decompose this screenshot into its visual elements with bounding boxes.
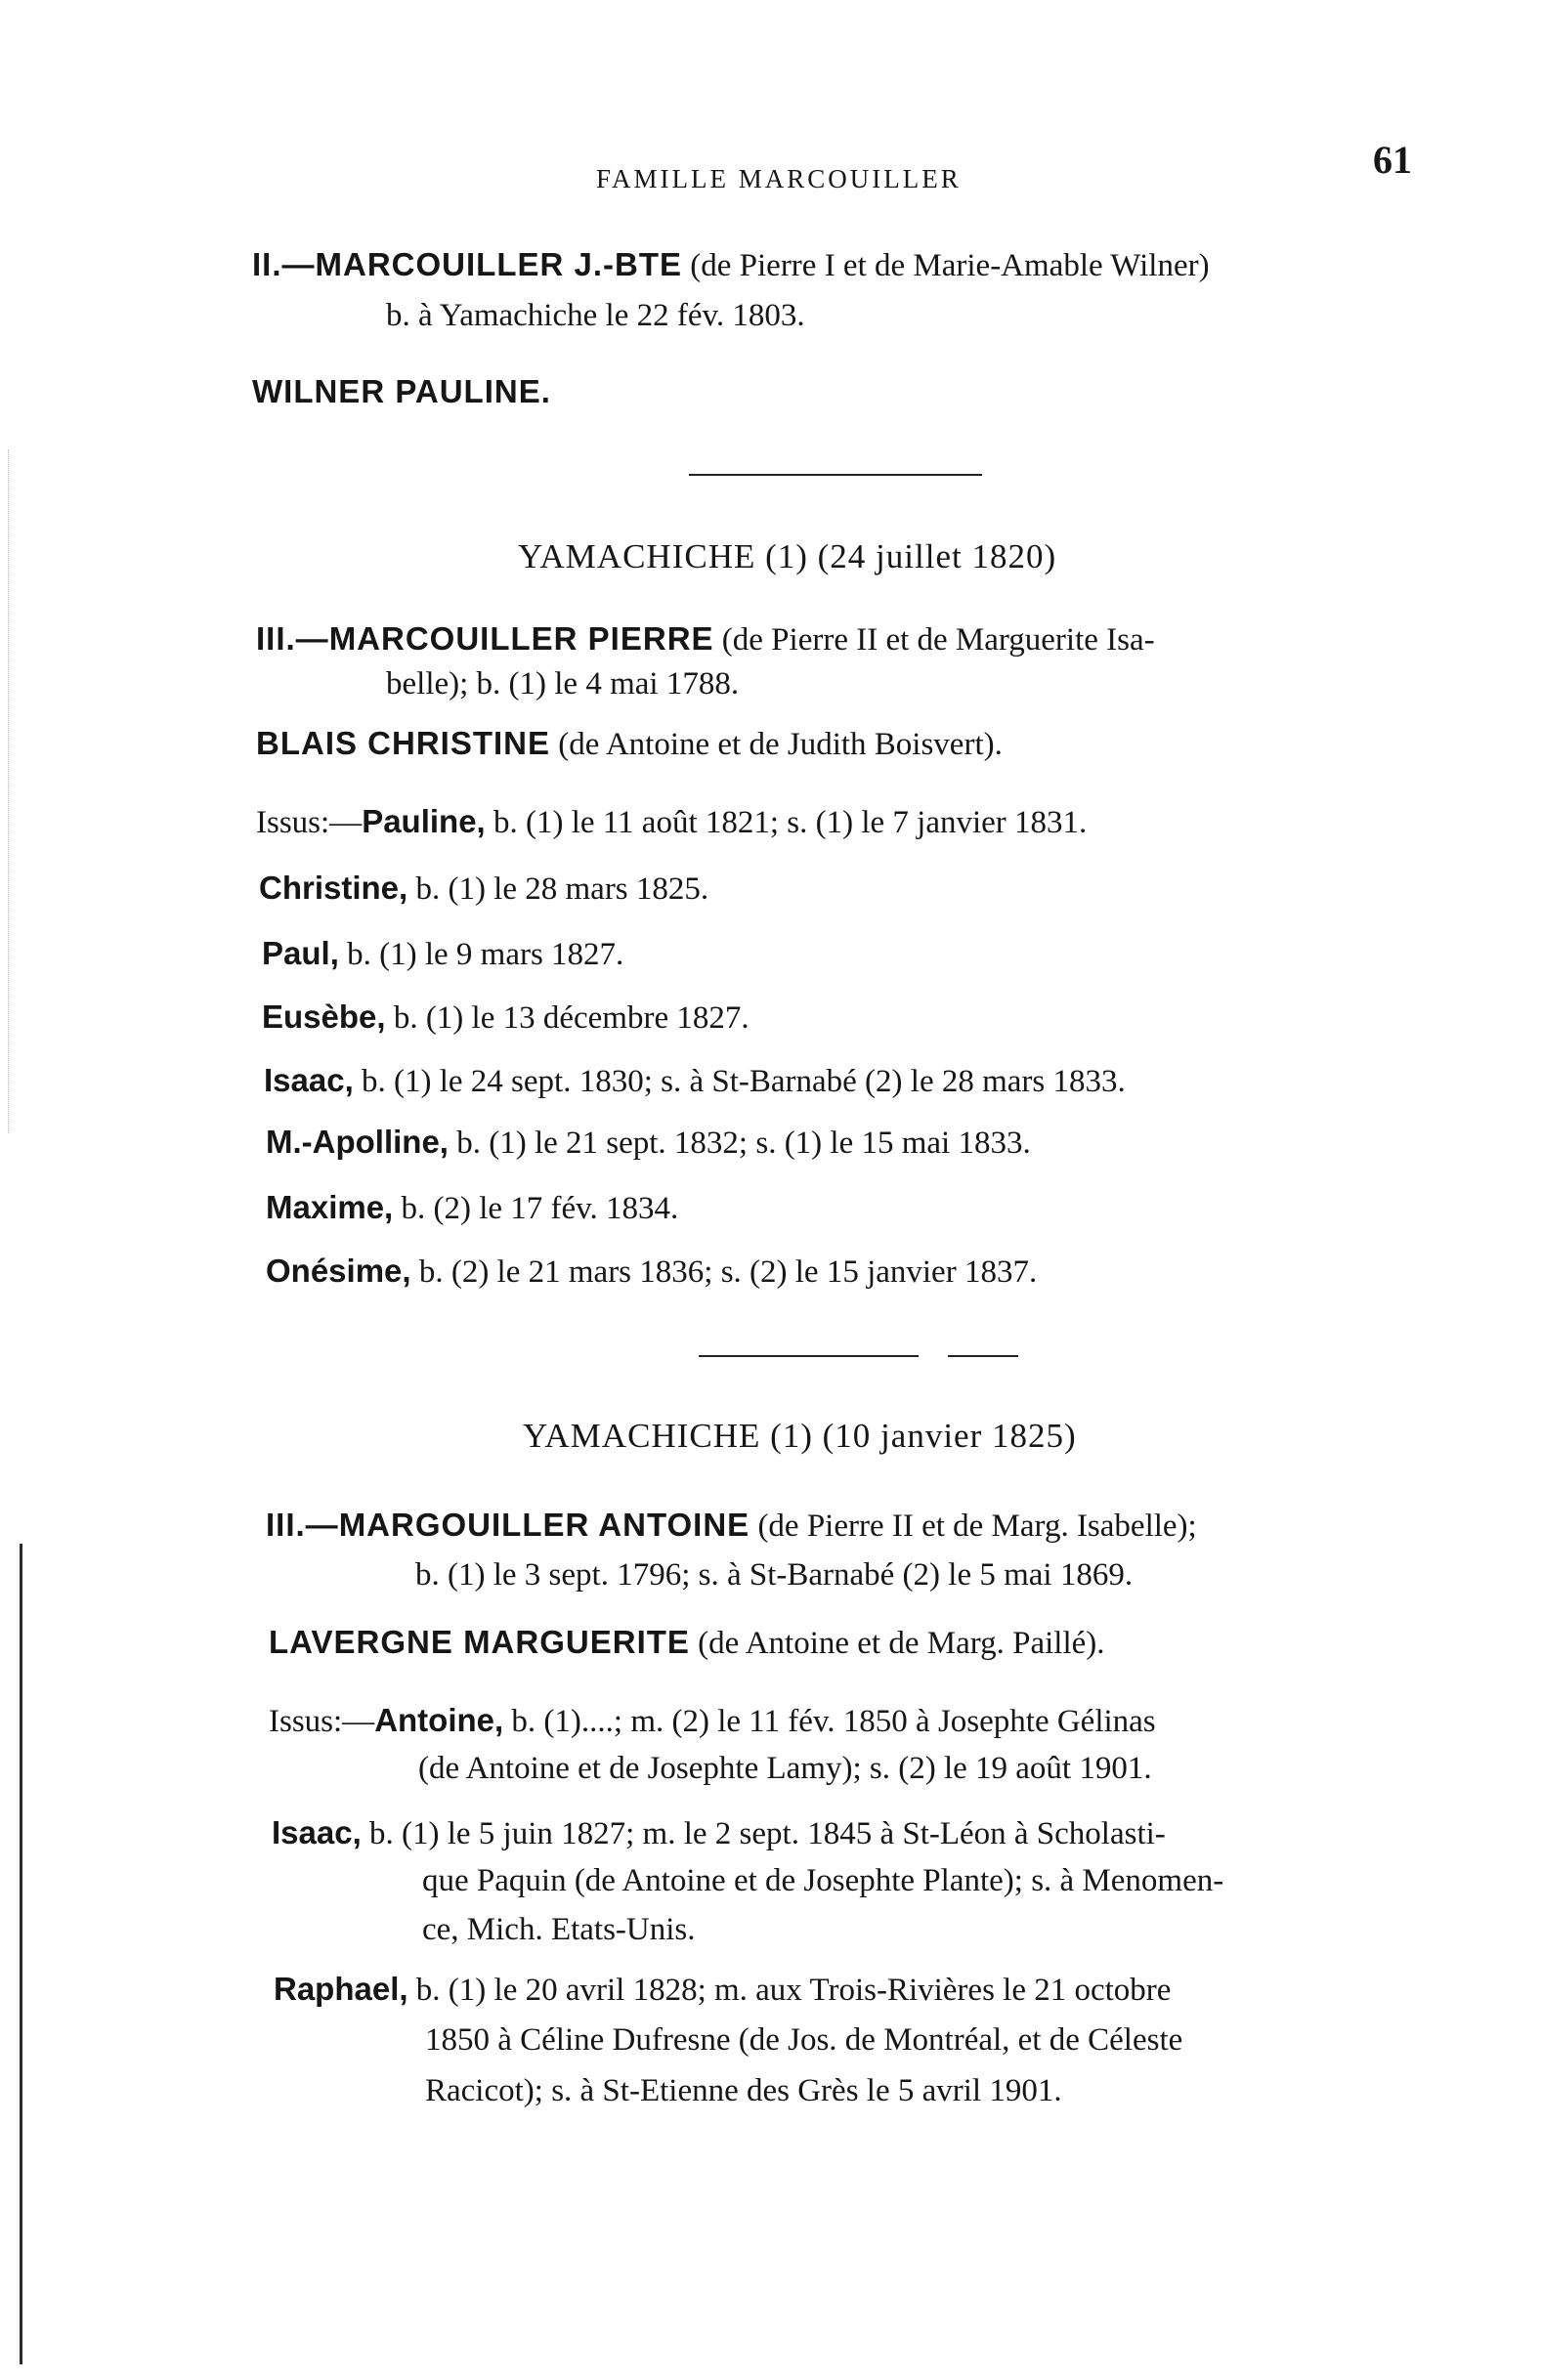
child-paul: Paul, b. (1) le 9 mars 1827.	[262, 935, 624, 972]
page-number: 61	[1373, 138, 1412, 182]
child-raphael: Raphael, b. (1) le 20 avril 1828; m. aux Trois-Rivières le 21 octobre	[274, 1971, 1172, 2008]
entry-marcouiller-jbte: II.—MARCOUILLER J.-BTE (de Pierre I et de Marie-Amable Wilner)	[252, 246, 1210, 283]
child-m-apolline: M.-Apolline, b. (1) le 21 sept. 1832; s. (1) le 15 mai 1833.	[266, 1124, 1031, 1161]
child-raphael-cont-1: 1850 à Céline Dufresne (de Jos. de Montréal, et de Céleste	[425, 2022, 1183, 2058]
scan-edge-line	[20, 1544, 22, 2364]
running-title: FAMILLE MARCOUILLER	[596, 164, 962, 193]
child-maxime: Maxime, b. (2) le 17 fév. 1834.	[266, 1189, 679, 1226]
section-divider-2a	[699, 1355, 919, 1357]
child-onesime: Onésime, b. (2) le 21 mars 1836; s. (2) le 15 janvier 1837.	[266, 1253, 1038, 1290]
husband-1: III.—MARCOUILLER PIERRE (de Pierre II et de Marguerite Isa-	[256, 620, 1155, 658]
child-isaac-1830: Isaac, b. (1) le 24 sept. 1830; s. à St-Barnabé (2) le 28 mars 1833.	[264, 1062, 1126, 1099]
section-divider	[689, 474, 982, 476]
husband-1-cont: belle); b. (1) le 4 mai 1788.	[386, 666, 740, 701]
child-pauline: Issus:—Pauline, b. (1) le 11 août 1821; s. (1) le 7 janvier 1831.	[256, 803, 1088, 840]
wife-2: LAVERGNE MARGUERITE (de Antoine et de Marg. Paillé).	[269, 1624, 1105, 1661]
husband-2: III.—MARGOUILLER ANTOINE (de Pierre II et de Marg. Isabelle);	[266, 1507, 1197, 1544]
child-antoine-cont-1: (de Antoine et de Josephte Lamy); s. (2) le 19 août 1901.	[418, 1751, 1152, 1786]
child-eusebe: Eusèbe, b. (1) le 13 décembre 1827.	[262, 999, 750, 1036]
wife-1: BLAIS CHRISTINE (de Antoine et de Judith Boisvert).	[256, 725, 1003, 762]
section-divider-2b	[948, 1355, 1018, 1357]
husband-2-cont: b. (1) le 3 sept. 1796; s. à St-Barnabé (2) le 5 mai 1869.	[415, 1557, 1134, 1593]
child-raphael-cont-2: Racicot); s. à St-Etienne des Grès le 5 avril 1901.	[425, 2073, 1062, 2108]
marriage-place-2: YAMACHICHE (1) (10 janvier 1825)	[523, 1417, 1077, 1455]
marriage-place-1: YAMACHICHE (1) (24 juillet 1820)	[518, 537, 1057, 575]
child-christine: Christine, b. (1) le 28 mars 1825.	[259, 870, 709, 907]
entry-wilner-pauline: WILNER PAULINE.	[252, 373, 551, 409]
child-antoine: Issus:—Antoine, b. (1)....; m. (2) le 11 fév. 1850 à Josephte Gélinas	[269, 1702, 1156, 1739]
child-isaac-cont-2: ce, Mich. Etats-Unis.	[422, 1912, 696, 1947]
entry-marcouiller-jbte-cont: b. à Yamachiche le 22 fév. 1803.	[386, 298, 805, 333]
child-isaac-1827: Isaac, b. (1) le 5 juin 1827; m. le 2 sept. 1845 à St-Léon à Scholasti-	[272, 1814, 1166, 1851]
scan-edge-dots	[8, 449, 10, 1133]
child-isaac-cont-1: que Paquin (de Antoine et de Josephte Plante); s. à Menomen-	[422, 1863, 1224, 1898]
